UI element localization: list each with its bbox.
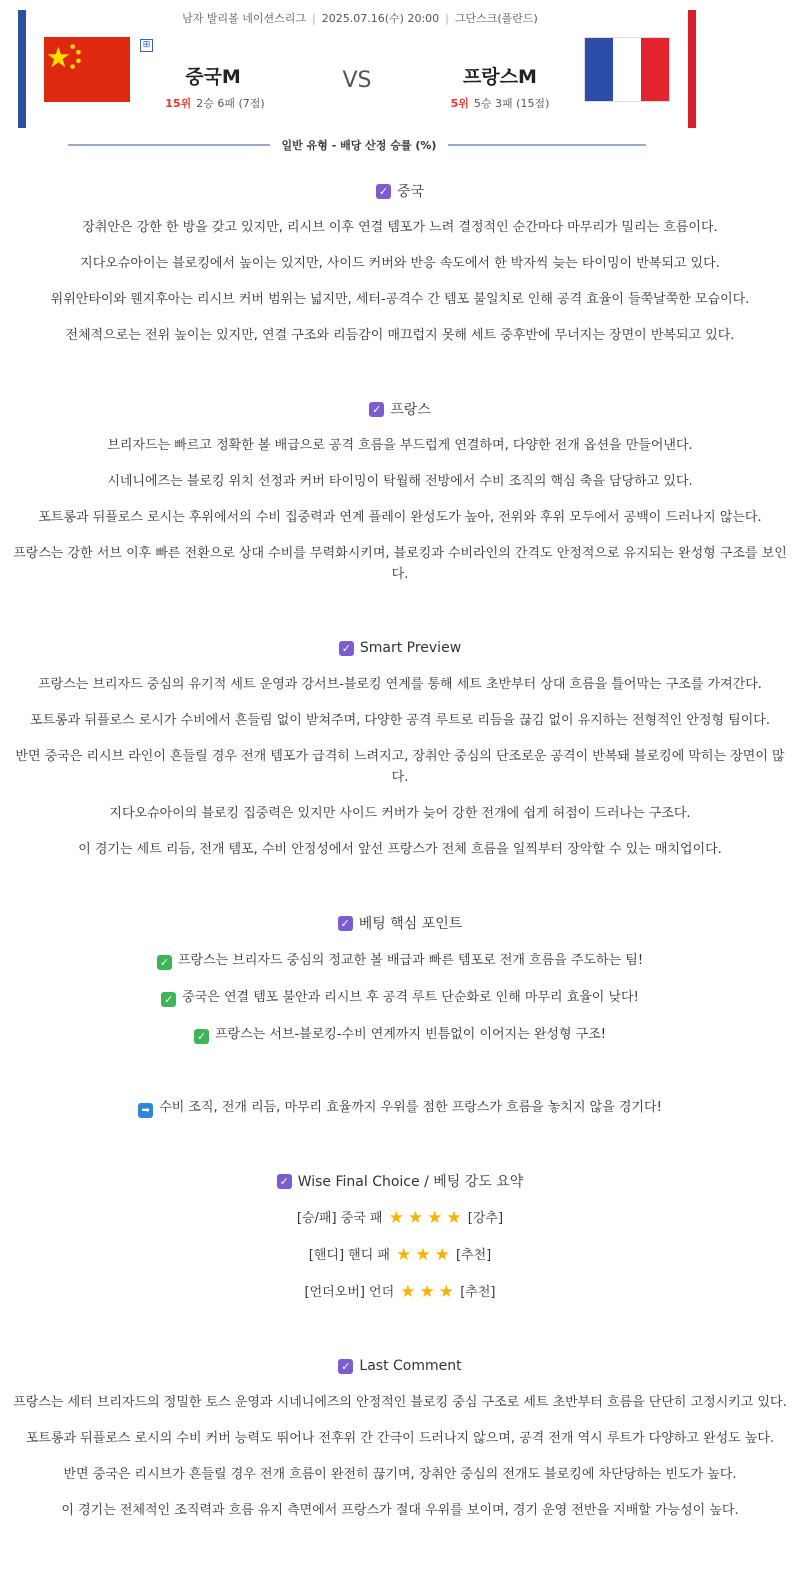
article-body (0, 180, 800, 1521)
paragraph: 이 경기는 세트 리듬, 전개 템포, 수비 안정성에서 앞선 프랑스가 전체 흐름을 일찍부터 장악할 수 있는 매치업이다. (78, 842, 722, 857)
home-team-standing: 2승 6패 (7점) (196, 97, 265, 110)
section-title: 베팅 핵심 포인트 (358, 916, 463, 932)
pick-row (0, 1208, 800, 1229)
star-icon: ★ (427, 1208, 443, 1228)
checkbox-icon: ✓ (338, 916, 353, 931)
list-item (0, 987, 800, 1008)
section-title: Wise Final Choice / 베팅 강도 요약 (297, 1174, 524, 1190)
pick-strength: [추천] (460, 1285, 496, 1300)
home-team-name: 중국M (185, 66, 241, 88)
france-flag-icon (584, 37, 670, 102)
section-title: Smart Preview (359, 640, 462, 656)
section-last-comment (0, 1355, 800, 1521)
star-icon: ★ (434, 1245, 450, 1265)
pick-strength: [추천] (455, 1248, 492, 1263)
paragraph: 위위안타이와 웬지후아는 리시브 커버 범위는 넓지만, 세터-공격수 간 템포 불일치로 인해 공격 효율이 들쭉날쭉한 모습이다. (50, 292, 750, 307)
list-item-text: 프랑스는 브리자드 중심의 정교한 볼 배급과 빠른 템포로 전개 흐름을 주도하는 팀! (177, 953, 644, 968)
paragraph: 전체적으로는 전위 높이는 있지만, 연결 구조와 리듬감이 매끄럽지 못해 세트 중후반에 무너지는 장면이 반복되고 있다. (65, 328, 735, 343)
section-china (0, 180, 800, 346)
section-final-choice (0, 1170, 800, 1303)
paragraph: 프랑스는 강한 서브 이후 빠른 전환으로 상대 수비를 무력화시키며, 블로킹과 수비라인의 간격도 안정적으로 유지되는 완성형 구조를 보인다. (13, 546, 787, 582)
section-smart-preview (0, 637, 800, 860)
divider-left (68, 144, 270, 146)
paragraph: 지다오슈아이는 블로킹에서 높이는 있지만, 사이드 커버와 반응 속도에서 한 박자씩 늦는 타이밍이 반복되고 있다. (80, 256, 720, 271)
checkbox-icon: ✓ (277, 1174, 292, 1189)
banner-subtitle: 일반 유형 - 배당 산정 승률 (%) (281, 139, 437, 152)
check-mark-icon: ✓ (194, 1029, 209, 1044)
pick-row (0, 1282, 800, 1303)
section-heading (0, 912, 800, 934)
league-name: 남자 발리볼 네이션스리그 (182, 12, 307, 25)
conclusion-text: 수비 조직, 전개 리듬, 마무리 효율까지 우위를 점한 프랑스가 흐름을 놓치지 않을 경기다! (159, 1100, 662, 1115)
paragraph: 지다오슈아이의 블로킹 집중력은 있지만 사이드 커버가 늦어 강한 전개에 쉽게 허점이 드러나는 구조다. (109, 806, 691, 821)
away-team-rank: 5위 (450, 97, 469, 110)
checkbox-icon: ✓ (376, 184, 391, 199)
match-banner (0, 0, 800, 160)
conclusion (0, 1097, 800, 1118)
list-item-text: 중국은 연결 템포 불안과 리시브 후 공격 루트 단순화로 인해 마무리 효율이 낮다! (182, 990, 639, 1005)
section-france (0, 398, 800, 585)
star-icon: ★ (388, 1208, 404, 1228)
checkbox-icon: ✓ (369, 402, 384, 417)
star-icon: ★ (438, 1282, 455, 1302)
section-heading (0, 180, 800, 202)
paragraph: 브리자드는 빠르고 정확한 볼 배급으로 공격 흐름을 부드럽게 연결하며, 다양한 전개 옵션을 만들어낸다. (107, 438, 693, 453)
paragraph: 포트롱과 뒤플로스 로시는 후위에서의 수비 집중력과 연계 플레이 완성도가 높아, 전위와 후위 모두에서 공백이 드러나지 않는다. (38, 510, 762, 525)
away-team-record (420, 95, 580, 111)
paragraph: 포트롱과 뒤플로스 로시의 수비 커버 능력도 뛰어나 전후위 간 간극이 드러나지 않으며, 공격 전개 역시 루트가 다양하고 완성도 높다. (25, 1431, 775, 1446)
star-icon: ★ (396, 1245, 412, 1265)
arrow-right-icon: ➡ (138, 1103, 153, 1118)
paragraph: 이 경기는 전체적인 조직력과 흐름 유지 측면에서 프랑스가 절대 우위를 보이며, 경기 운영 전반을 지배할 가능성이 높다. (61, 1503, 739, 1518)
home-team-icon: ⊞ (140, 39, 153, 52)
star-rating (394, 1245, 452, 1265)
paragraph: 시네니에즈는 블로킹 위치 선정과 커버 타이밍이 탁월해 전방에서 수비 조직의 핵심 축을 담당하고 있다. (107, 474, 693, 489)
paragraph: 프랑스는 세터 브리자드의 정밀한 토스 운영과 시네니에즈의 안정적인 블로킹 중심 구조로 세트 초반부터 흐름을 단단히 고정시키고 있다. (13, 1395, 787, 1410)
pick-row (0, 1245, 800, 1266)
section-title: 중국 (396, 184, 425, 200)
away-team-standing: 5승 3패 (15점) (473, 97, 550, 110)
checkbox-icon: ✓ (339, 641, 354, 656)
pick-label: [승/패] 중국 패 (296, 1211, 383, 1226)
star-icon: ★ (400, 1282, 416, 1302)
star-icon: ★ (407, 1208, 424, 1228)
list-item-text: 프랑스는 서브-블로킹-수비 연계까지 빈틈없이 이어지는 완성형 구조! (214, 1027, 606, 1042)
star-rating (398, 1282, 456, 1302)
section-heading (0, 637, 800, 659)
section-heading (0, 1355, 800, 1377)
section-title: Last Comment (359, 1358, 462, 1374)
list-item (0, 1024, 800, 1045)
pick-label: [언더오버] 언더 (304, 1285, 395, 1300)
check-mark-icon: ✓ (157, 955, 172, 970)
match-meta: 남자 발리볼 네이션스리그 | 2025.07.16(수) 20:00 | 그단스크(폴란드) (182, 12, 538, 25)
home-team-record (135, 95, 295, 111)
section-heading (0, 1170, 800, 1192)
star-icon: ★ (415, 1245, 431, 1265)
checkbox-icon: ✓ (338, 1359, 353, 1374)
list-item (0, 950, 800, 971)
star-rating (387, 1208, 464, 1228)
home-team-rank: 15위 (165, 97, 192, 110)
pick-label: [핸디] 핸디 패 (308, 1248, 390, 1263)
match-datetime: 2025.07.16(수) 20:00 (321, 12, 440, 25)
versus-label: VS (342, 68, 372, 93)
match-venue: 그단스크(폴란드) (454, 12, 538, 25)
paragraph: 장취안은 강한 한 방을 갖고 있지만, 리시브 이후 연결 템포가 느려 결정적인 순간마다 마무리가 밀리는 흐름이다. (82, 220, 718, 235)
away-color-bar (688, 10, 696, 128)
section-title: 프랑스 (390, 402, 431, 418)
paragraph: 포트롱과 뒤플로스 로시가 수비에서 흔들림 없이 받쳐주며, 다양한 공격 루트로 리듬을 끊김 없이 유지하는 전형적인 안정형 팀이다. (30, 713, 770, 728)
china-flag-icon (44, 37, 130, 102)
section-heading (0, 398, 800, 420)
section-betting-points (0, 912, 800, 1118)
home-color-bar (18, 10, 26, 128)
divider-right (448, 144, 646, 146)
paragraph: 반면 중국은 리시브가 흔들릴 경우 전개 흐름이 완전히 끊기며, 장취안 중심의 전개도 블로킹에 차단당하는 빈도가 높다. (63, 1467, 737, 1482)
check-mark-icon: ✓ (161, 992, 176, 1007)
pick-strength: [강추] (467, 1211, 504, 1226)
star-icon: ★ (419, 1282, 435, 1302)
away-team-name: 프랑스M (463, 66, 537, 88)
paragraph: 프랑스는 브리자드 중심의 유기적 세트 운영과 강서브-블로킹 연계를 통해 세트 초반부터 상대 흐름을 틀어막는 구조를 가져간다. (38, 677, 762, 692)
star-icon: ★ (446, 1208, 462, 1228)
paragraph: 반면 중국은 리시브 라인이 흔들릴 경우 전개 템포가 급격히 느려지고, 장취안 중심의 단조로운 공격이 반복돼 블로킹에 막히는 장면이 많다. (15, 749, 785, 785)
